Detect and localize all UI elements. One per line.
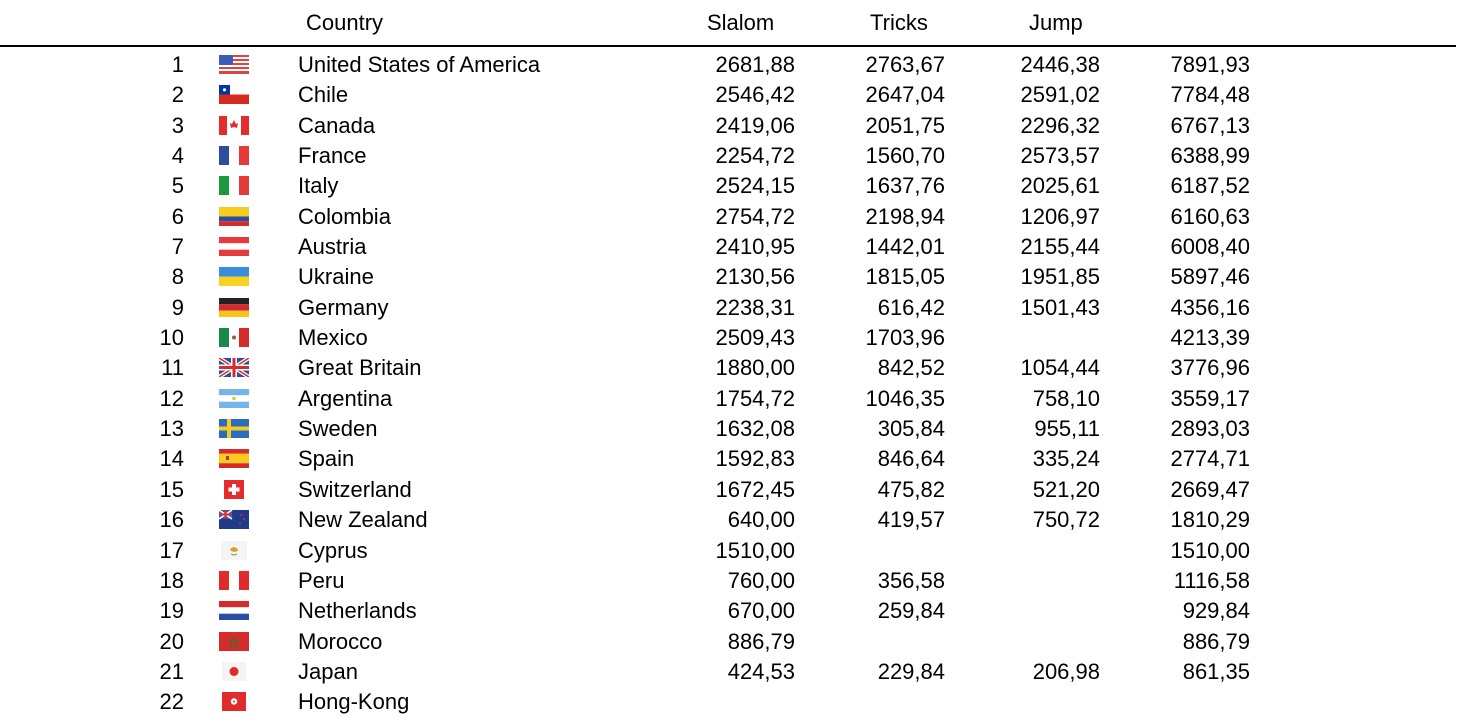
country-cell: Canada [298, 112, 376, 138]
jump-cell: 521,20 [1032, 476, 1100, 502]
jump-cell: 2591,02 [1020, 82, 1100, 108]
slalom-cell: 1672,45 [715, 476, 795, 502]
country-cell: Morocco [298, 628, 383, 654]
country-cell: Argentina [298, 385, 393, 411]
table-header [0, 0, 1466, 46]
rank-cell: 5 [171, 173, 184, 199]
table-row [0, 262, 1466, 292]
total-cell: 1510,00 [1170, 537, 1250, 563]
slalom-cell: 1754,72 [715, 385, 795, 411]
jump-cell: 1501,43 [1020, 294, 1100, 320]
country-cell: Japan [298, 658, 358, 684]
total-cell: 6160,63 [1170, 203, 1250, 229]
table-row [0, 323, 1466, 353]
tricks-cell: 305,84 [877, 416, 945, 442]
rank-cell: 18 [159, 567, 184, 593]
table-row [0, 414, 1466, 444]
header-slalom: Slalom [707, 10, 775, 35]
rank-cell: 12 [159, 385, 184, 411]
slalom-cell: 2410,95 [715, 234, 795, 260]
france-flag-icon [219, 146, 249, 165]
tricks-cell: 842,52 [877, 355, 945, 381]
rank-cell: 14 [159, 446, 184, 472]
slalom-cell: 640,00 [727, 507, 795, 533]
total-cell: 4213,39 [1170, 325, 1250, 351]
total-cell: 2893,03 [1170, 416, 1250, 442]
country-cell: Netherlands [298, 598, 417, 624]
slalom-cell: 670,00 [727, 598, 795, 624]
table-row [0, 566, 1466, 596]
tricks-cell: 1637,76 [865, 173, 945, 199]
tricks-cell: 475,82 [877, 476, 945, 502]
usa-flag-icon [219, 55, 249, 74]
slalom-cell: 1592,83 [715, 446, 795, 472]
slalom-cell: 2130,56 [715, 264, 795, 290]
table-row [0, 657, 1466, 687]
total-cell: 2669,47 [1170, 476, 1250, 502]
slalom-cell: 2238,31 [715, 294, 795, 320]
country-cell: Sweden [298, 416, 378, 442]
rank-cell: 16 [159, 507, 184, 533]
austria-flag-icon [219, 237, 249, 256]
jump-cell: 206,98 [1032, 658, 1100, 684]
total-cell: 6767,13 [1170, 112, 1250, 138]
header-divider [0, 45, 1456, 47]
total-cell: 5897,46 [1170, 264, 1250, 290]
country-cell: Colombia [298, 203, 391, 229]
country-cell: Spain [298, 446, 355, 472]
table-row [0, 505, 1466, 535]
morocco-flag-icon [219, 632, 249, 651]
country-cell: New Zealand [298, 507, 428, 533]
slalom-cell: 424,53 [727, 658, 795, 684]
total-cell: 1810,29 [1170, 507, 1250, 533]
rank-cell: 17 [159, 537, 184, 563]
rank-cell: 8 [171, 264, 184, 290]
germany-flag-icon [219, 298, 249, 317]
great-britain-flag-icon [219, 358, 249, 377]
rank-cell: 15 [159, 476, 184, 502]
table-row [0, 293, 1466, 323]
results-table [0, 50, 1466, 718]
slalom-cell: 2681,88 [715, 52, 795, 77]
table-row [0, 202, 1466, 232]
colombia-flag-icon [219, 207, 249, 226]
header-tricks: Tricks [870, 10, 928, 35]
canada-flag-icon [219, 116, 249, 135]
table-row [0, 536, 1466, 566]
tricks-cell: 419,57 [877, 507, 945, 533]
tricks-cell: 1560,70 [865, 143, 945, 169]
tricks-cell: 2051,75 [865, 112, 945, 138]
tricks-cell: 229,84 [877, 658, 945, 684]
slalom-cell: 2546,42 [715, 82, 795, 108]
country-cell: Great Britain [298, 355, 422, 381]
jump-cell: 2025,61 [1020, 173, 1100, 199]
mexico-flag-icon [219, 328, 249, 347]
jump-cell: 1054,44 [1020, 355, 1100, 381]
tricks-cell: 1046,35 [865, 385, 945, 411]
country-cell: United States of America [298, 52, 541, 77]
new-zealand-flag-icon [219, 510, 249, 529]
tricks-cell: 2647,04 [865, 82, 945, 108]
slalom-cell: 2254,72 [715, 143, 795, 169]
rank-cell: 20 [159, 628, 184, 654]
rank-cell: 1 [171, 52, 184, 77]
hong-kong-flag-icon [219, 692, 249, 711]
rank-cell: 7 [171, 234, 184, 260]
slalom-cell: 2419,06 [715, 112, 795, 138]
slalom-cell: 1880,00 [715, 355, 795, 381]
table-row [0, 232, 1466, 262]
total-cell: 2774,71 [1170, 446, 1250, 472]
country-cell: Peru [298, 567, 345, 593]
slalom-cell: 1632,08 [715, 416, 795, 442]
switzerland-flag-icon [219, 480, 249, 499]
rank-cell: 4 [171, 143, 184, 169]
country-cell: Chile [298, 82, 349, 108]
tricks-cell: 2763,67 [865, 52, 945, 77]
total-cell: 6008,40 [1170, 234, 1250, 260]
tricks-cell: 1442,01 [865, 234, 945, 260]
table-row [0, 384, 1466, 414]
jump-cell: 750,72 [1032, 507, 1100, 533]
rank-cell: 2 [171, 82, 184, 108]
total-cell: 929,84 [1182, 598, 1250, 624]
slalom-cell: 760,00 [727, 567, 795, 593]
total-cell: 6388,99 [1170, 143, 1250, 169]
table-row [0, 596, 1466, 626]
total-cell: 3776,96 [1170, 355, 1250, 381]
table-row [0, 475, 1466, 505]
country-cell: Mexico [298, 325, 368, 351]
rank-cell: 19 [159, 598, 184, 624]
jump-cell: 955,11 [1034, 416, 1100, 442]
slalom-cell: 886,79 [727, 628, 795, 654]
slalom-cell: 1510,00 [715, 537, 795, 563]
country-cell: Cyprus [298, 537, 368, 563]
country-cell: Austria [298, 234, 367, 260]
table-row [0, 444, 1466, 474]
tricks-cell: 1815,05 [865, 264, 945, 290]
tricks-cell: 2198,94 [865, 203, 945, 229]
table-row [0, 627, 1466, 657]
table-row [0, 141, 1466, 171]
rank-cell: 21 [159, 658, 184, 684]
country-cell: Italy [298, 173, 339, 199]
chile-flag-icon [219, 85, 249, 104]
italy-flag-icon [219, 176, 249, 195]
table-row [0, 80, 1466, 110]
argentina-flag-icon [219, 389, 249, 408]
table-row [0, 687, 1466, 717]
spain-flag-icon [219, 449, 249, 468]
header-jump: Jump [1029, 10, 1083, 35]
slalom-cell: 2754,72 [715, 203, 795, 229]
rank-cell: 9 [171, 294, 184, 320]
slalom-cell: 2509,43 [715, 325, 795, 351]
country-cell: Ukraine [298, 264, 374, 290]
total-cell: 4356,16 [1170, 294, 1250, 320]
header-country: Country [306, 10, 384, 35]
jump-cell: 2296,32 [1020, 112, 1100, 138]
table-row [0, 171, 1466, 201]
total-cell: 3559,17 [1170, 385, 1250, 411]
rank-cell: 10 [159, 325, 184, 351]
total-cell: 861,35 [1182, 658, 1250, 684]
jump-cell: 2155,44 [1020, 234, 1100, 260]
rank-cell: 13 [159, 416, 184, 442]
ukraine-flag-icon [219, 267, 249, 286]
rank-cell: 3 [171, 112, 184, 138]
jump-cell: 1951,85 [1020, 264, 1100, 290]
tricks-cell: 846,64 [877, 446, 945, 472]
table-row [0, 111, 1466, 141]
total-cell: 6187,52 [1170, 173, 1250, 199]
rank-cell: 11 [161, 355, 184, 381]
jump-cell: 2446,38 [1020, 52, 1100, 77]
tricks-cell: 259,84 [877, 598, 945, 624]
jump-cell: 2573,57 [1020, 143, 1100, 169]
country-cell: Hong-Kong [298, 689, 410, 715]
tricks-cell: 1703,96 [865, 325, 945, 351]
tricks-cell: 356,58 [877, 567, 945, 593]
table-row [0, 50, 1466, 80]
tricks-cell: 616,42 [877, 294, 945, 320]
total-cell: 1116,58 [1173, 567, 1250, 593]
peru-flag-icon [219, 571, 249, 590]
total-cell: 7784,48 [1170, 82, 1250, 108]
sweden-flag-icon [219, 419, 249, 438]
country-cell: Switzerland [298, 476, 412, 502]
japan-flag-icon [219, 662, 249, 681]
country-cell: Germany [298, 294, 389, 320]
netherlands-flag-icon [219, 601, 249, 620]
total-cell: 7891,93 [1170, 52, 1250, 77]
country-cell: France [298, 143, 367, 169]
jump-cell: 335,24 [1032, 446, 1100, 472]
rank-cell: 6 [171, 203, 184, 229]
total-cell: 886,79 [1182, 628, 1250, 654]
jump-cell: 1206,97 [1020, 203, 1100, 229]
jump-cell: 758,10 [1032, 385, 1100, 411]
rank-cell: 22 [159, 689, 184, 715]
table-row [0, 353, 1466, 383]
slalom-cell: 2524,15 [715, 173, 795, 199]
cyprus-flag-icon [219, 541, 249, 560]
